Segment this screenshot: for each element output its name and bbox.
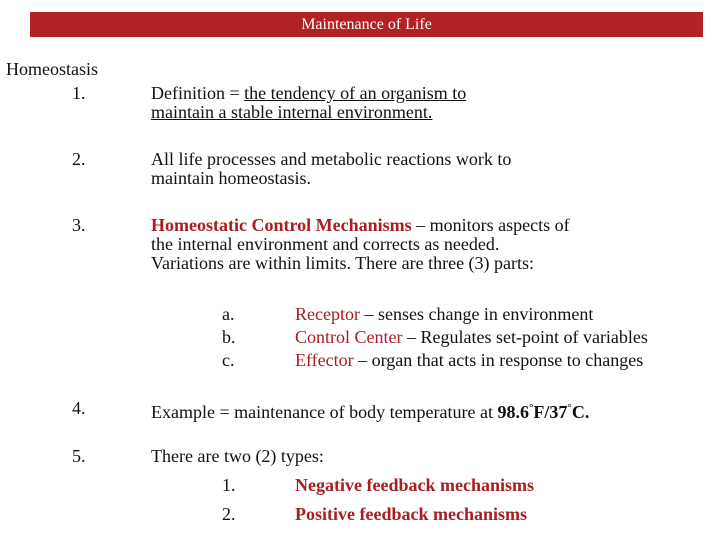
item-1-prefix: Definition = (151, 83, 245, 103)
part-a (295, 305, 593, 324)
item-1-definition-part-1: the tendency of an organism to (244, 83, 467, 103)
item-1-line-1 (151, 84, 466, 103)
part-c-term: Effector (295, 350, 354, 370)
item-3-line-2: the internal environment and corrects as needed. (151, 234, 500, 254)
item-5-number: 5. (72, 446, 86, 466)
part-a-desc: – senses change in environment (359, 304, 594, 324)
item-4-degree-f: ° (529, 402, 534, 414)
section-title: Homeostasis (6, 59, 98, 79)
slide-title: Maintenance of Life (301, 16, 432, 33)
item-4-number: 4. (72, 398, 86, 418)
item-1-definition-part-2: maintain a stable internal environment. (151, 102, 433, 122)
part-a-term: Receptor (295, 304, 360, 324)
item-3-line-1-rest: – monitors aspects of (411, 215, 570, 235)
item-2-line-2: maintain homeostasis. (151, 168, 311, 188)
item-1-number: 1. (72, 83, 86, 103)
item-4-line (151, 399, 589, 422)
slide-title-bar (30, 12, 703, 37)
item-2-number: 2. (72, 149, 86, 169)
part-c (295, 351, 643, 370)
part-a-letter: a. (222, 304, 235, 324)
item-4-temp-f: 98.6 (497, 402, 530, 422)
item-3-number: 3. (72, 215, 86, 235)
item-3-term: Homeostatic Control Mechanisms (151, 215, 412, 235)
item-4-f-sep: F/37 (533, 402, 568, 422)
part-b-term: Control Center (295, 327, 403, 347)
part-c-letter: c. (222, 350, 235, 370)
type-1-number: 1. (222, 475, 236, 495)
part-b-letter: b. (222, 327, 236, 347)
item-2-line-1: All life processes and metabolic reactions work to (151, 149, 512, 169)
item-5-text: There are two (2) types: (151, 446, 324, 466)
item-4-c: C. (571, 402, 590, 422)
part-c-desc: – organ that acts in response to changes (353, 350, 644, 370)
item-3-line-3: Variations are within limits. There are three (3) parts: (151, 253, 535, 273)
item-4-degree-c: ° (567, 402, 572, 414)
type-2-number: 2. (222, 504, 236, 524)
type-2-label: Positive feedback mechanisms (295, 504, 527, 524)
part-b-desc: – Regulates set-point of variables (402, 327, 648, 347)
part-b (295, 328, 648, 347)
type-1-label: Negative feedback mechanisms (295, 475, 534, 495)
item-3-line-1 (151, 216, 570, 235)
item-4-text: Example = maintenance of body temperature at (151, 402, 498, 422)
